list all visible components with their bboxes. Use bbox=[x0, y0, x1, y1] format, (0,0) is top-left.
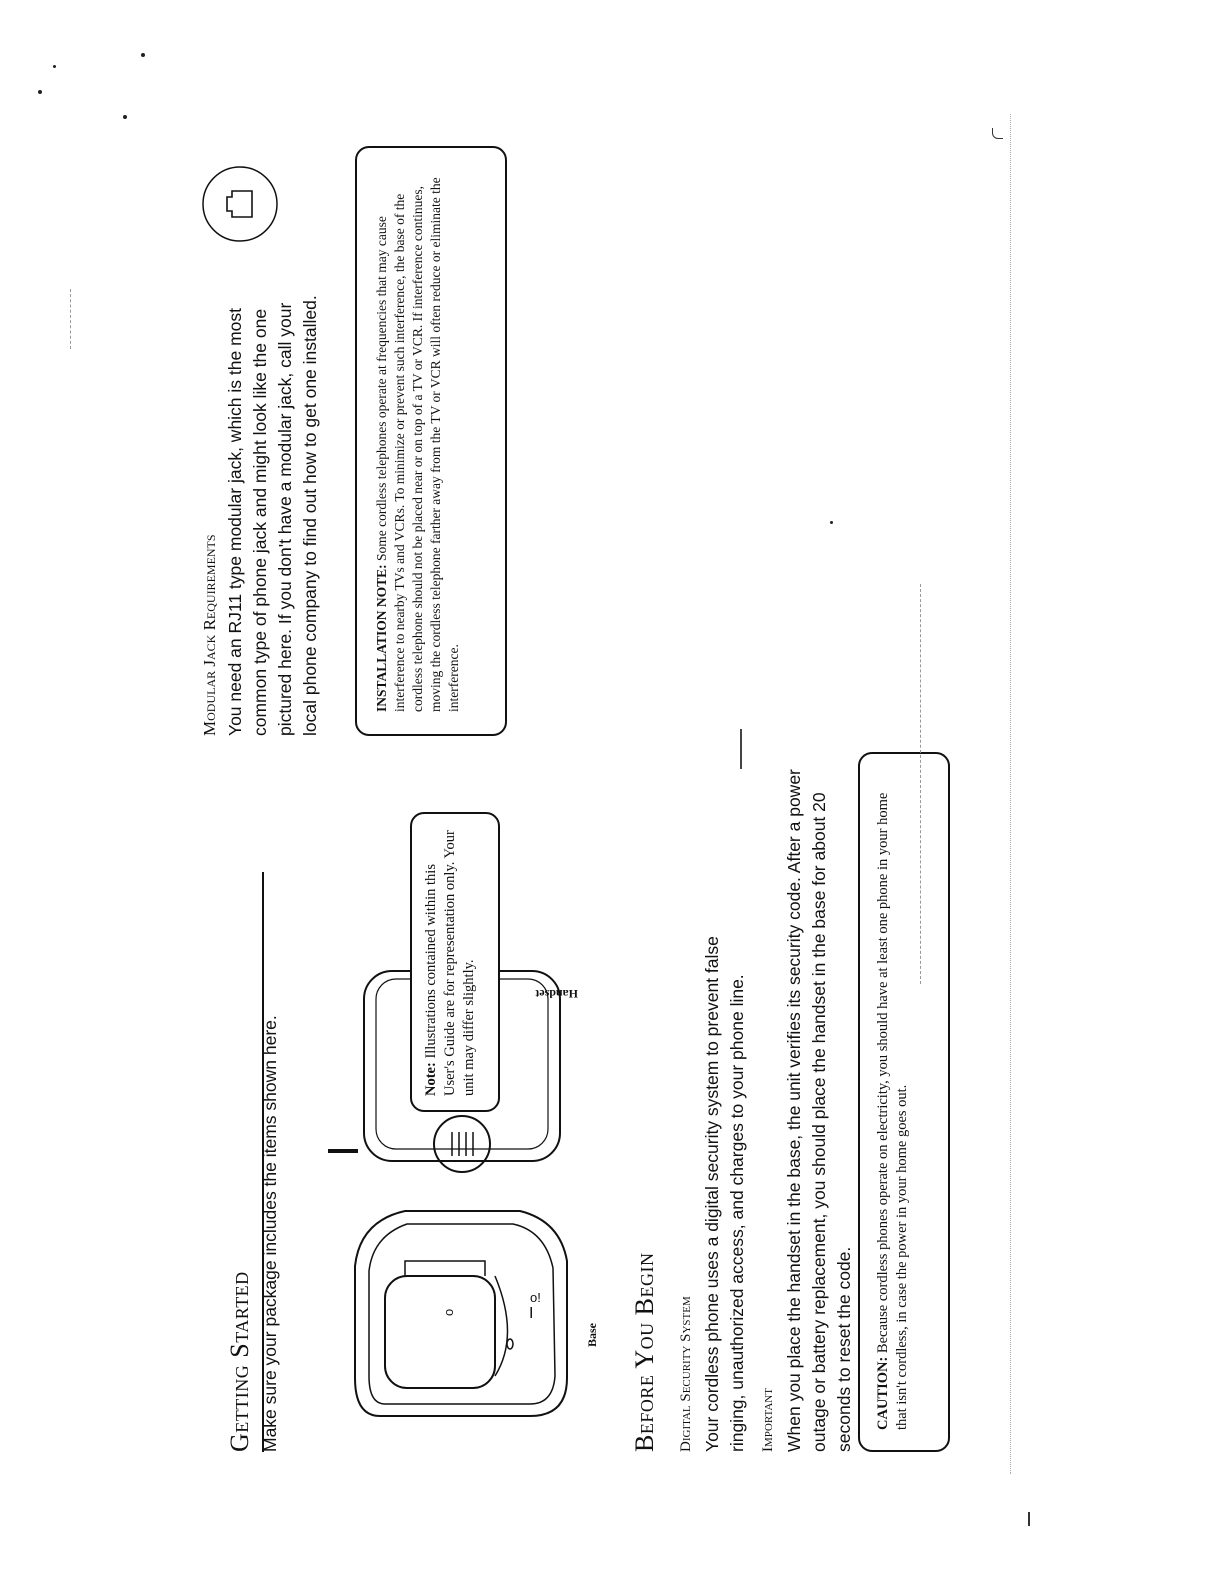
svg-text:o: o bbox=[441, 1308, 456, 1316]
handset-label: Handset bbox=[535, 987, 578, 1001]
security-text: Your cordless phone uses a digital security system to prevent false ringing, unauthorized access, and charges to your phone line. bbox=[702, 936, 747, 1452]
getting-started-title: Getting Started bbox=[225, 1271, 254, 1452]
scan-artifact bbox=[992, 128, 1003, 139]
modular-jack-title: Modular Jack Requirements bbox=[200, 534, 219, 736]
svg-text:I: I bbox=[529, 1305, 534, 1322]
scan-artifact bbox=[1028, 1512, 1030, 1526]
scan-artifact bbox=[740, 729, 742, 769]
svg-text:o!: o! bbox=[530, 1290, 541, 1305]
scan-speck bbox=[38, 90, 42, 94]
scan-speck bbox=[141, 53, 145, 57]
caution-text: Because cordless phones operate on electricity, you should have at least one phone in your home that isn't cordless, in case the power in your home goes out. bbox=[875, 792, 910, 1430]
base-unit-illustration bbox=[345, 1198, 575, 1436]
installation-note-label: INSTALLATION NOTE: bbox=[374, 564, 389, 712]
base-label: Base bbox=[585, 1323, 599, 1347]
installation-note-box bbox=[355, 146, 507, 736]
important-heading: Important bbox=[760, 1388, 776, 1452]
modular-jack-text: You need an RJ11 type modular jack, which is the most common type of phone jack and might look like the one pictured here. If you don't have a modular jack, call your local phone company to find out how to get one installed. bbox=[225, 295, 320, 736]
scan-speck bbox=[53, 65, 56, 68]
scan-artifact bbox=[1010, 114, 1011, 1474]
note-text: Illustrations contained within this User's Guide are for representation only. Your unit may differ slightly. bbox=[423, 830, 477, 1096]
illustrations-note-box bbox=[410, 812, 500, 1112]
scan-artifact bbox=[920, 584, 921, 984]
security-heading: Digital Security System bbox=[678, 1296, 694, 1452]
rj11-jack-icon bbox=[200, 164, 280, 244]
before-you-begin-title: Before You Begin bbox=[630, 1252, 659, 1452]
caution-label: CAUTION: bbox=[875, 1356, 891, 1430]
installation-note-text: Some cordless telephones operate at frequencies that may cause interference to nearby TVs and VCRs. To minimize or prevent such interference, the base of the cordless telephone should not be placed near or on top of a TV or VCR. If interference continues, moving the cordless telephone farther away from the TV or VCR will often reduce or eliminate the interference. bbox=[374, 177, 461, 712]
note-label: Note: bbox=[423, 1062, 439, 1096]
scan-speck bbox=[123, 115, 127, 119]
scan-speck bbox=[830, 521, 833, 524]
caution-box bbox=[858, 752, 950, 1452]
important-text: When you place the handset in the base, the unit verifies its security code. After a power outage or battery replacement, you should place the handset in the base for about 20 seconds to reset the code. bbox=[784, 769, 854, 1452]
getting-started-intro: Make sure your package includes the items shown here. bbox=[260, 1015, 280, 1452]
scan-artifact bbox=[70, 289, 71, 349]
